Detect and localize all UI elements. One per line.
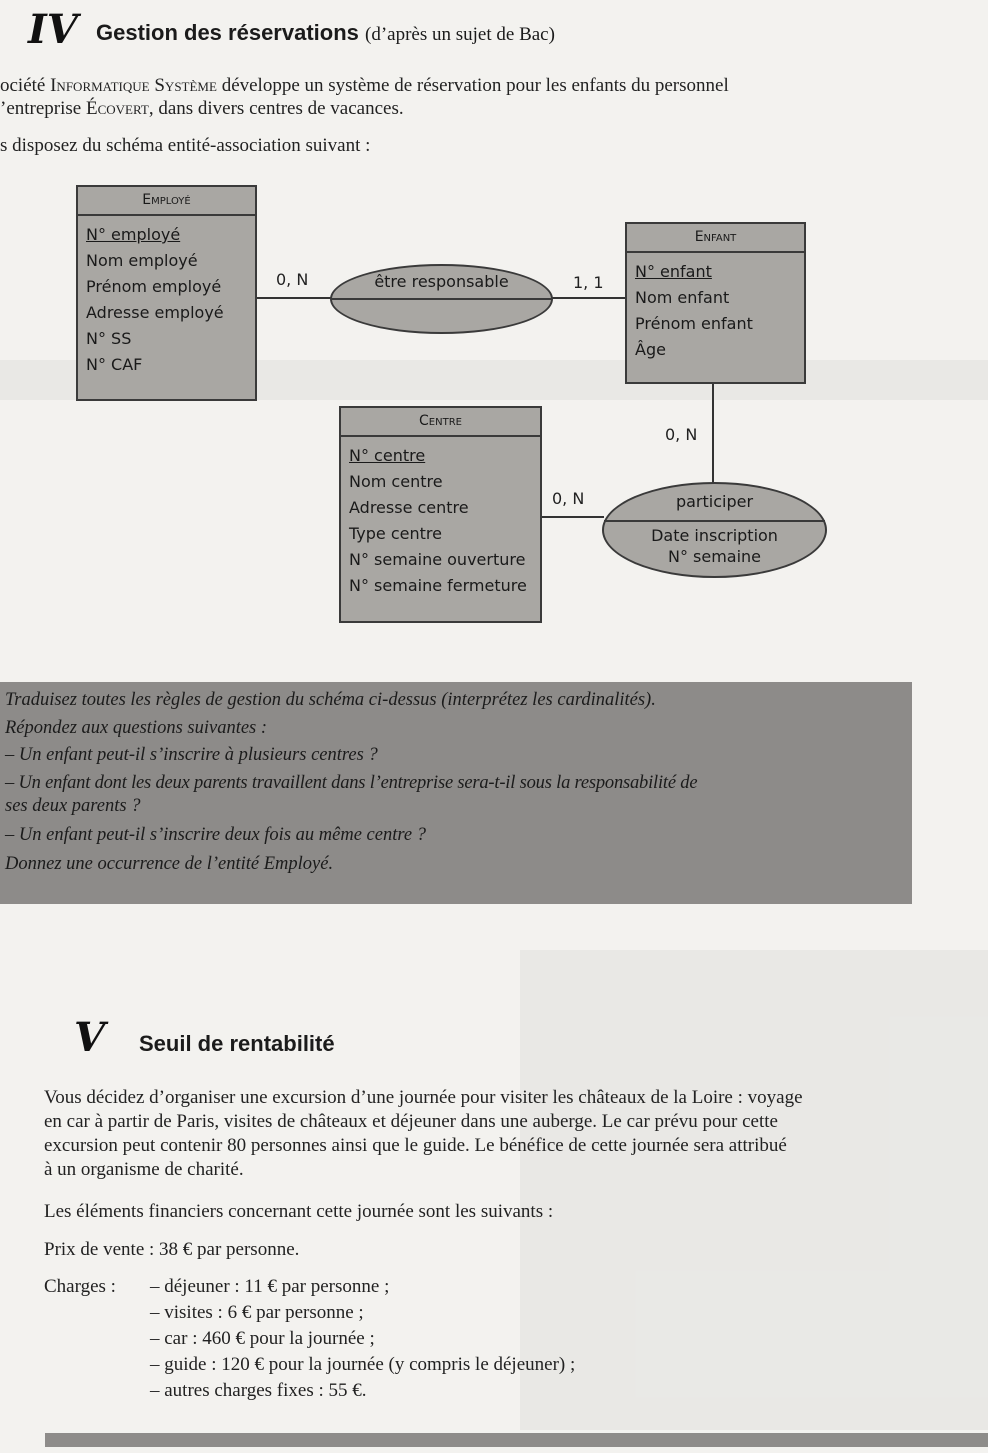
entity-attribute: Nom enfant [635,288,730,307]
body-line: Les éléments financiers concernant cette journée sont les suivants : [44,1201,554,1222]
section-number: V [74,1014,106,1061]
entity-attribute: Nom centre [349,472,443,491]
section-title: Seuil de rentabilité [139,1031,335,1056]
bleed-shade [520,950,988,1430]
intro-text: , dans divers centres de vacances. [148,98,404,119]
association-etre-responsable [330,264,553,334]
entity-attribute: Prénom employé [86,277,222,296]
question-line: – Un enfant dont les deux parents travaillent dans l’entreprise sera-t-il sous la responsabilité de [5,773,698,793]
entity-attribute: Prénom enfant [635,314,753,333]
association-divider [332,298,551,300]
charge-item: – car : 460 € pour la journée ; [150,1328,375,1349]
intro-text: développe un système de réservation pour les enfants du personnel [216,75,729,96]
charge-item: – autres charges fixes : 55 €. [150,1380,367,1401]
association-participer [602,482,827,578]
question-line: ses deux parents ? [5,796,141,816]
question-line: Donnez une occurrence de l’entité Employé. [5,854,334,874]
charges-label: Charges : [44,1276,116,1297]
entity-attribute: N° SS [86,329,132,348]
entity-enfant [625,222,806,384]
entity-attribute: Adresse employé [86,303,224,322]
association-attribute: N° semaine [667,547,762,566]
entity-attribute: N° semaine ouverture [349,550,526,569]
bottom-rule [45,1433,988,1447]
body-line: à un organisme de charité. [44,1159,244,1180]
entity-attribute: Type centre [349,524,442,543]
association-name: participer [675,492,754,511]
cardinality-enfant-responsable: 1, 1 [573,273,604,292]
association-attribute: Date inscription [651,526,778,545]
entity-attribute: Âge [635,340,666,359]
question-line: Répondez aux questions suivantes : [5,718,268,738]
body-line: en car à partir de Paris, visites de châteaux et déjeuner dans une auberge. Le car prévu pour cette [44,1111,778,1132]
question-line: – Un enfant peut-il s’inscrire deux fois au même centre ? [5,825,426,845]
questions-box [0,682,912,904]
association-divider [604,520,825,522]
cardinality-enfant-participer: 0, N [665,425,698,444]
entity-title: Enfant [627,224,804,253]
body-line: excursion peut contenir 80 personnes ainsi que le guide. Le bénéfice de cette journée sera attribué [44,1135,787,1156]
association-name: être responsable [374,272,509,291]
cardinality-centre: 0, N [552,489,585,508]
entity-centre [339,406,542,623]
question-line: – Un enfant peut-il s’inscrire à plusieurs centres ? [5,745,378,765]
charge-item: – visites : 6 € par personne ; [150,1302,364,1323]
section-number: IV [28,6,78,53]
question-line: Traduisez toutes les règles de gestion du schéma ci-dessus (interprétez les cardinalités). [5,690,656,710]
entity-attribute: N° enfant [635,262,712,281]
charge-item: – guide : 120 € pour la journée (y compris le déjeuner) ; [150,1354,576,1375]
entity-attribute: Adresse centre [349,498,469,517]
cardinality-employe: 0, N [276,270,309,289]
intro-text: ’entreprise [0,98,86,119]
section-title-text: Gestion des réservations [96,20,359,45]
intro-line-3: s disposez du schéma entité-association suivant : [0,135,371,156]
entity-title: Centre [341,408,540,437]
entity-attribute: N° semaine fermeture [349,576,527,595]
company-name: Informatique Système [50,75,217,96]
intro-text: ociété [0,75,51,96]
entity-employe [76,185,257,401]
price-line: Prix de vente : 38 € par personne. [44,1239,300,1260]
charge-item: – déjeuner : 11 € par personne ; [150,1276,390,1297]
section-subtitle: (d’après un sujet de Bac) [365,24,555,45]
entity-title: Employé [78,187,255,216]
entity-attribute: Nom employé [86,251,198,270]
entity-attribute: N° centre [349,446,426,465]
client-name: Écovert [85,98,149,119]
body-line: Vous décidez d’organiser une excursion d’une journée pour visiter les châteaux de la Loire : voyage [44,1087,803,1108]
entity-attribute: N° CAF [86,355,143,374]
entity-attribute: N° employé [86,225,181,244]
